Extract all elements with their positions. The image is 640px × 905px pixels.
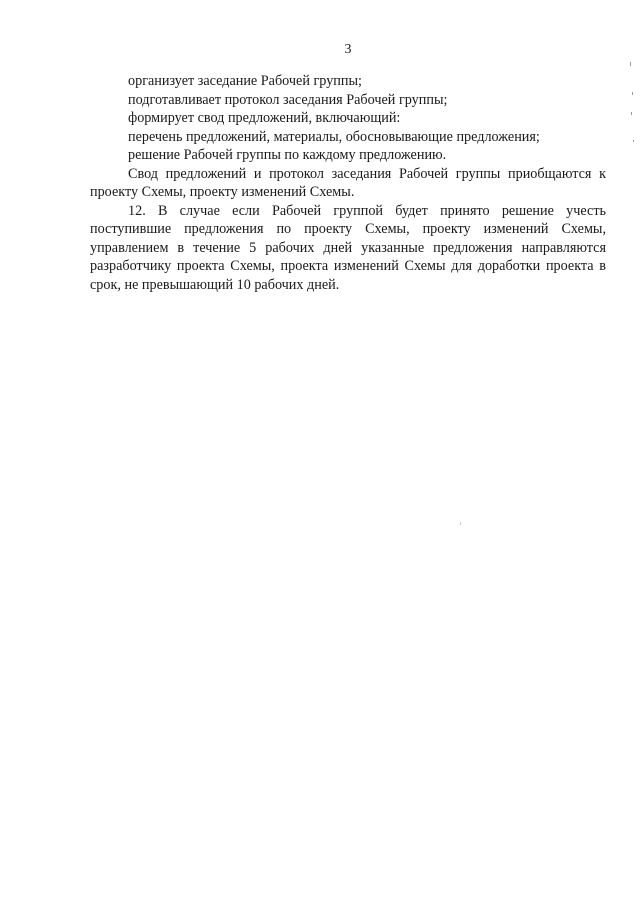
document-body (90, 72, 606, 294)
paragraph-summary: Свод предложений и протокол заседания Рабочей группы приобщаются к проекту Схемы, проекту изменений Схемы. (90, 165, 606, 200)
list-item: формирует свод предложений, включающий: (128, 110, 401, 126)
page-number: 3 (344, 42, 352, 57)
list-item: подготавливает протокол заседания Рабочей группы; (128, 91, 448, 108)
scan-artifact (632, 92, 633, 95)
scan-artifact (630, 62, 631, 66)
scan-artifact (633, 140, 634, 142)
list-item: перечень предложений, материалы, обосновывающие предложения; (128, 128, 540, 145)
scan-artifact (631, 112, 632, 115)
list-item: организует заседание Рабочей группы; (128, 73, 362, 89)
list-item: решение Рабочей группы по каждому предложению. (128, 147, 447, 163)
scan-artifact (460, 522, 461, 525)
paragraph-12: 12. В случае если Рабочей группой будет принято решение учесть поступившие предложения по проекту Схемы, проекту изменений Схемы, управлением в течение 5 рабочих дней указанные предложения направляются разработчику проекта Схемы, проекта изменений Схемы для доработки проекта в срок, не превышающий 10 рабочих дней. (90, 202, 606, 293)
